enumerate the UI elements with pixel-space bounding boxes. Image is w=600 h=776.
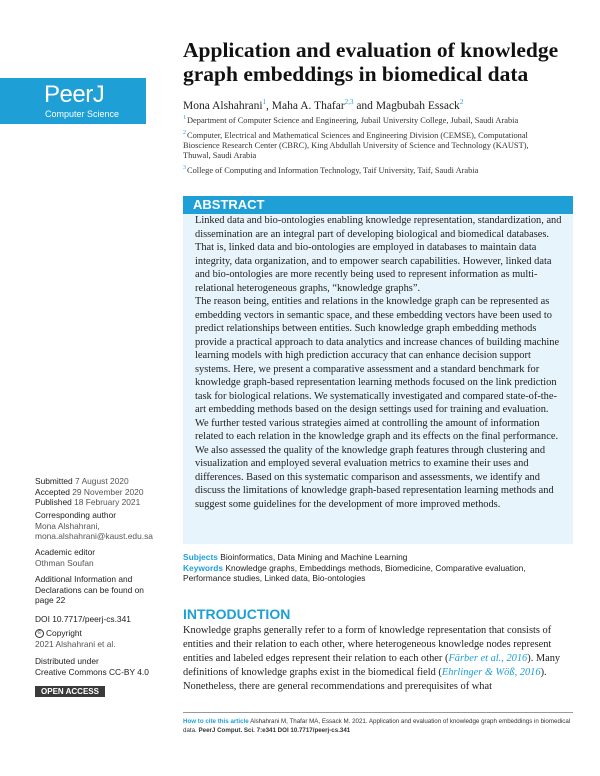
author-name[interactable]: Maha A. Thafar <box>271 99 345 112</box>
open-access-badge: OPEN ACCESS <box>35 686 105 697</box>
copyright <box>35 628 175 649</box>
copyright-text: 2021 Alshahrani et al. <box>35 638 116 649</box>
intro-text: Knowledge graphs generally refer to a form of knowledge representation that consists of entities and their relation to each other, where heterogeneous knowledge nodes represent entities and labeled edges represent their relation to each other ( <box>183 625 552 664</box>
author-sep: , <box>266 99 272 112</box>
keywords-value: Knowledge graphs, Embeddings methods, Biomedicine, Comparative evaluation, Performance studies, Linked data, Bio-ontologies <box>183 562 526 583</box>
subjects-keywords <box>183 552 573 584</box>
doi[interactable]: DOI 10.7717/peerj-cs.341 <box>35 614 131 624</box>
logo-bar <box>0 78 38 124</box>
corresponding-email[interactable]: mona.alshahrani@kaust.edu.sa <box>35 531 153 541</box>
affiliation-item <box>183 113 553 126</box>
intro-text: ). Many definitions of knowledge graphs exist in the biomedical field ( <box>183 653 561 678</box>
author-name[interactable]: Mona Alshahrani <box>183 99 263 112</box>
subjects-label: Subjects <box>183 552 218 562</box>
submission-dates <box>35 476 175 508</box>
affiliation-item <box>183 163 553 176</box>
abstract-paragraph: Linked data and bio-ontologies enabling knowledge representation, standardization, and dissemination are an integral part of developing biological and biomedical databases. That is, linked data and bio-ontologies are employed in databases to maintain data integrity, data organization, and to empower search capabilities. However, linked data and bio-ontologies are more recently being used to represent information as multi-relational heterogeneous graphs, “knowledge graphs”. <box>195 215 562 294</box>
submitted-date: 7 August 2020 <box>75 476 129 486</box>
affiliation-item <box>183 128 553 161</box>
accepted-date: 29 November 2020 <box>72 486 144 497</box>
abstract-paragraph: The reason being, entities and relations in the knowledge graph can be represented as embedding vectors in semantic space, and these embedding vectors have been used to predict relationships between entities. Such knowledge graph embedding methods provide a practical approach to data analytics and increase chances of building machine learning models with high prediction accuracy that can enhance decision support systems. Here, we present a comparative assessment and a standard benchmark for knowledge graph-based representation learning methods focused on the link prediction task for biological relations. We systematically investigated and compared state-of-the-art embedding methods based on the design settings used for training and evaluation. We further tested various strategies aimed at controlling the amount of information related to each relation in the knowledge graph and its effects on the final performance. We also assessed the quality of the knowledge graph features through clustering and visualization and employed several evaluation metrics to examine their uses and differences. Based on this systematic comparison and assessments, we identify and discuss the limitations of knowledge graph-based representation learning methods and suggest some guidelines for the development of more improved methods. <box>195 296 560 510</box>
published-label: Published <box>35 497 72 507</box>
license <box>35 656 175 677</box>
affiliation-text: College of Computing and Information Technology, Taif University, Taif, Saudi Arabia <box>187 165 479 175</box>
abstract-heading: ABSTRACT <box>183 196 573 214</box>
copyright-label: Copyright <box>46 628 82 638</box>
submitted-label: Submitted <box>35 476 73 486</box>
intro-text: ). Nonetheless, there are general recommendations and prerequisites of what <box>183 667 547 692</box>
editor-name: Othman Soufan <box>35 557 94 568</box>
author-sup: 1 <box>262 98 267 106</box>
citation-link[interactable]: Färber et al., 2016 <box>448 653 528 664</box>
footer-divider <box>183 712 573 713</box>
citation-link[interactable]: Ehrlinger & Wöß, 2016 <box>441 667 541 678</box>
corresponding-label: Corresponding author <box>35 510 117 520</box>
published-date: 18 February 2021 <box>74 497 141 507</box>
copyright-icon: © <box>35 629 44 638</box>
author-list <box>183 95 573 113</box>
additional-info[interactable]: Additional Information and Declarations can be found on page 22 <box>35 574 144 605</box>
keywords-label: Keywords <box>183 562 224 573</box>
journal-logo <box>38 78 146 124</box>
affiliation-text: Computer, Electrical and Mathematical Sciences and Engineering Division (CEMSE), Computational Bioscience Research Center (CBRC), King Abdullah University of Science and Technology (KAUST), Thuwal, Saudi Arabia <box>183 130 529 160</box>
introduction-heading: INTRODUCTION <box>183 606 291 622</box>
author-sep: and <box>353 99 376 112</box>
cite-text: Alshahrani M, Thafar MA, Essack M. 2021. Application and evaluation of knowledge graph embeddings in biomedical data. <box>183 718 571 734</box>
logo-main-text: PeerJ <box>44 81 105 108</box>
affiliation-sup: 1 <box>183 115 186 121</box>
subjects-value: Bioinformatics, Data Mining and Machine Learning <box>220 552 408 562</box>
academic-editor <box>35 547 175 568</box>
cite-volume: 7:e341 <box>256 726 276 734</box>
distributed-label: Distributed under <box>35 656 99 666</box>
corresponding-name: Mona Alshahrani, <box>35 520 100 531</box>
accepted-label: Accepted <box>35 486 70 497</box>
affiliations <box>183 113 553 177</box>
affiliation-sup: 2 <box>183 129 186 136</box>
affiliation-sup: 3 <box>183 164 186 171</box>
introduction-body <box>183 624 573 694</box>
paper-title: Application and evaluation of knowledge graph embeddings in biomedical data <box>183 38 559 86</box>
author-name[interactable]: Magbubah Essack <box>375 99 460 112</box>
abstract-body <box>183 214 573 544</box>
editor-label: Academic editor <box>35 547 96 557</box>
cite-journal: PeerJ Comput. Sci. <box>198 726 255 734</box>
affiliation-text: Department of Computer Science and Engineering, Jubail University College, Jubail, Saudi Arabia <box>187 115 519 125</box>
license-name[interactable]: Creative Commons CC-BY 4.0 <box>35 666 149 677</box>
author-sup: 2,3 <box>344 98 354 106</box>
logo-sub-text: Computer Science <box>45 109 120 119</box>
cite-doi[interactable]: DOI 10.7717/peerj-cs.341 <box>277 726 351 734</box>
how-to-cite <box>183 718 583 735</box>
corresponding-author <box>35 510 175 542</box>
cite-label: How to cite this article <box>183 718 249 725</box>
author-sup: 2 <box>459 98 464 106</box>
